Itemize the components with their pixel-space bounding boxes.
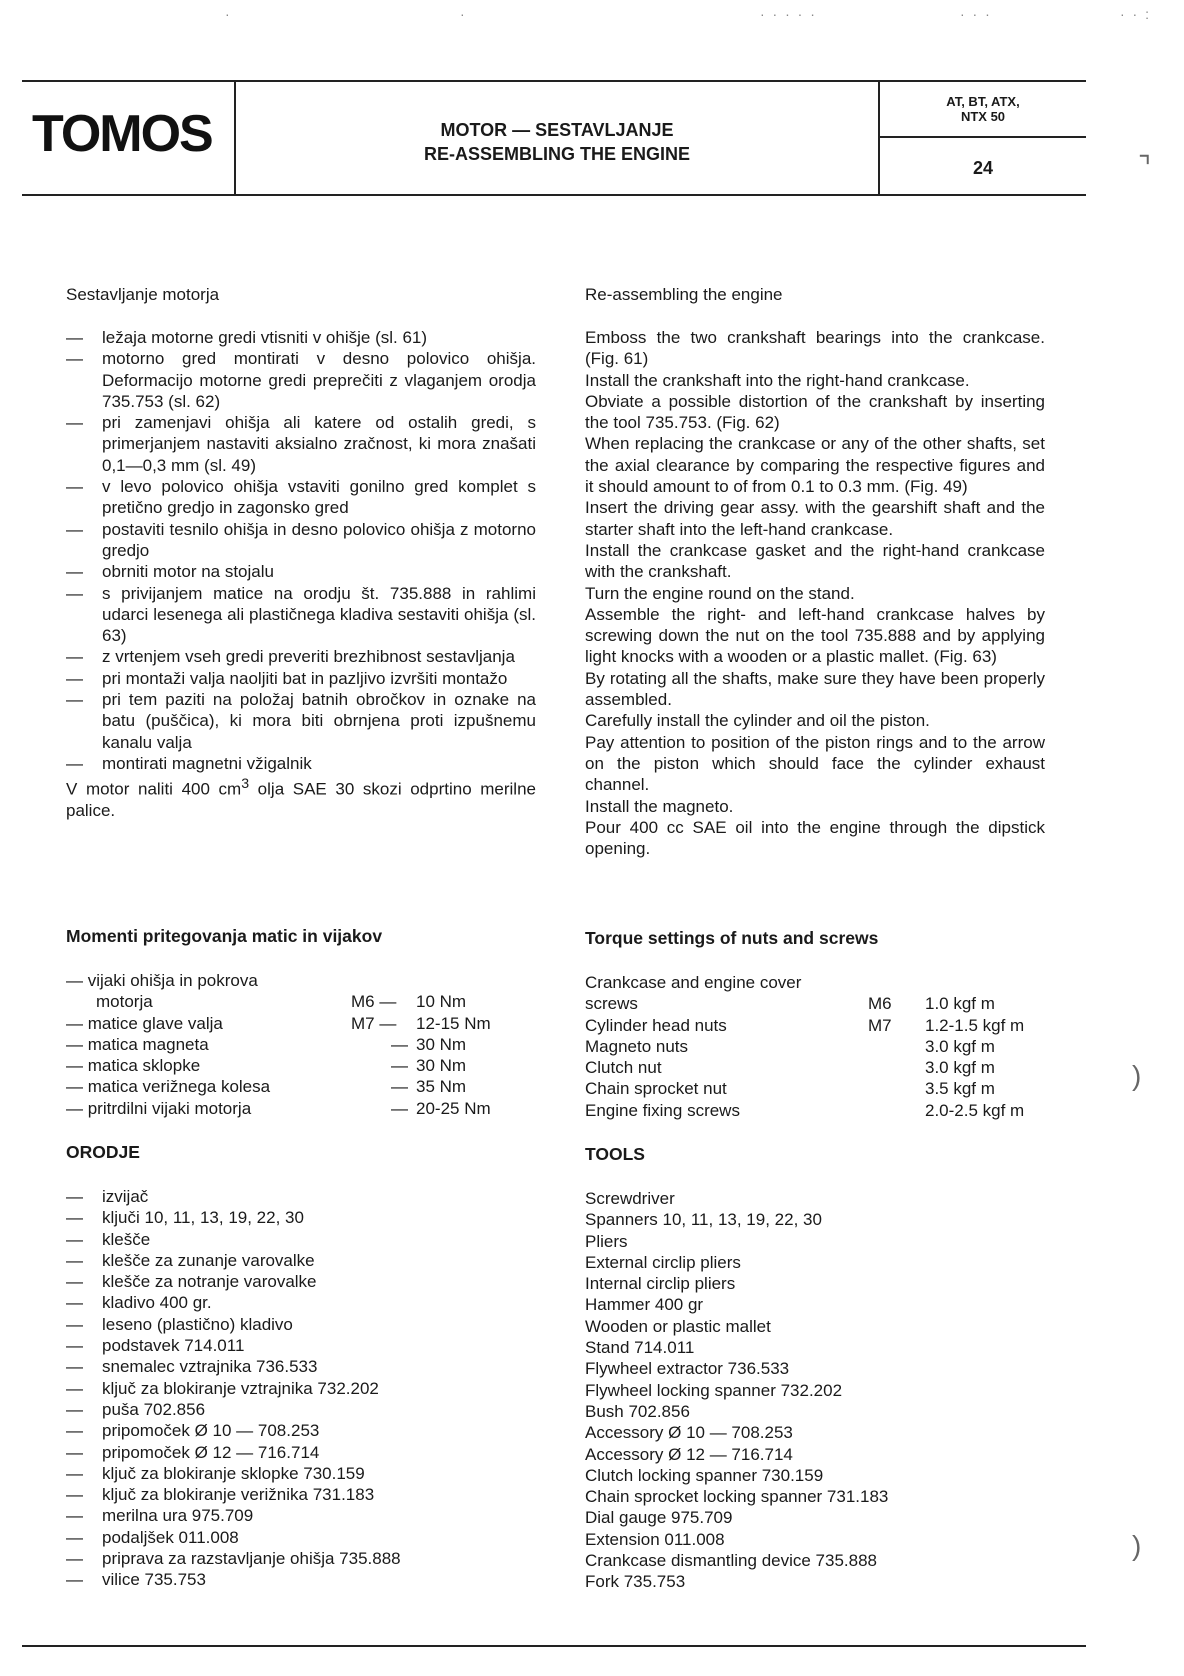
list-item: — podstavek 714.011 [66,1336,245,1356]
paragraph: Assemble the right- and left-hand crankcase halves by screwing down the nut on the tool 735.888 and by applying light knocks with a wooden or a plastic mallet. (Fig. 63) [585,604,1045,667]
list-item: Dial gauge 975.709 [585,1508,733,1528]
table-row: Magneto nuts 3.0 kgf m [585,1036,995,1056]
assembly-steps-sl [66,327,536,821]
page-number: 24 [972,158,994,178]
list-item: — pri montaži valja naoljiti bat in pazljivo izvršiti montažo [66,668,508,688]
paragraph: Carefully install the cylinder and oil the piston. [585,711,930,731]
header-divider [880,136,1086,138]
list-item: — podaljšek 011.008 [66,1527,239,1547]
list-item: — obrniti motor na stojalu [66,562,274,582]
table-row: — matica magneta — 30 Nm [66,1034,467,1054]
paragraph: Emboss the two crankshaft bearings into the crankcase. (Fig. 61) [585,328,1045,369]
table-row: — matice glave valja M7 — 12-15 Nm [66,1013,491,1033]
paragraph: When replacing the crankcase or any of the other shafts, set the axial clearance by comparing the respective figures and it should amount to of from 0.1 to 0.3 mm. (Fig. 49) [585,434,1045,497]
table-row: Cylinder head nuts M7 1.2-1.5 kgf m [585,1015,1025,1035]
list-item: Extension 011.008 [585,1529,725,1549]
list-item: External circlip pliers [585,1252,741,1272]
list-item: — puša 702.856 [66,1399,206,1419]
list-item: — montirati magnetni vžigalnik [66,753,312,773]
paragraph: Turn the engine round on the stand. [585,583,855,603]
model-list [880,94,1086,124]
list-item: — ležaja motorne gredi vtisniti v ohišje (sl. 61) [66,328,428,347]
list-item: — ključ za blokiranje verižnika 731.183 [66,1485,375,1505]
list-item: — s privijanjem matice na orodju št. 735.888 in rahlimi udarci lesenega ali plastičnega kladiva sestaviti ohišja (sl. 63) [66,583,536,646]
list-item: — pripomoček Ø 10 — 708.253 [66,1421,320,1441]
list-item: — priprava za razstavljanje ohišja 735.888 [66,1549,401,1569]
section-heading: Re-assembling the engine [585,285,783,304]
tools-list-sl [66,1186,536,1591]
torque-heading: Momenti pritegovanja matic in vijakov [66,926,383,946]
scan-speck: · [225,6,232,22]
tools-list-en [585,1188,1045,1593]
list-item: — ključ za blokiranje vztrajnika 732.202 [66,1378,379,1398]
list-item: Screwdriver [585,1189,675,1208]
list-item: — snemalec vztrajnika 736.533 [66,1357,318,1377]
list-item: — klešče [66,1229,151,1249]
list-item: Stand 714.011 [585,1338,695,1358]
list-item: Hammer 400 gr [585,1295,704,1315]
tools-heading: TOOLS [585,1144,645,1164]
list-item: Flywheel locking spanner 732.202 [585,1380,843,1400]
list-item: — vilice 735.753 [66,1570,206,1590]
paragraph: Install the crankshaft into the right-hand crankcase. [585,370,970,390]
list-item: Spanners 10, 11, 13, 19, 22, 30 [585,1210,822,1230]
list-item: Internal circlip pliers [585,1274,736,1294]
slovene-column [66,284,536,305]
list-item: Pliers [585,1231,628,1251]
table-row: motorja M6 — 10 Nm [96,992,467,1012]
oil-note: V motor naliti 400 $cm^3$ olja SAE 30 skozi odprtino merilne palice. [66,776,536,821]
list-item: — izvijač [66,1187,149,1206]
list-item: Accessory Ø 12 — 716.714 [585,1444,793,1464]
model-line: AT, BT, ATX, [946,94,1020,109]
paragraph: Install the crankcase gasket and the right-hand crankcase with the crankshaft. [585,540,1045,582]
list-item: — postaviti tesnilo ohišja in desno polovico ohišja z motorno gredjo [66,519,536,560]
table-row: Chain sprocket nut 3.5 kgf m [585,1079,995,1099]
paragraph: Obviate a possible distortion of the crankshaft by inserting the tool 735.753. (Fig. 62) [585,391,1045,433]
list-item: Clutch locking spanner 730.159 [585,1465,824,1485]
list-item: — kladivo 400 gr. [66,1293,212,1313]
paragraph: Pour 400 cc SAE oil into the engine through the dipstick opening. [585,817,1045,859]
title-english: RE-ASSEMBLING THE ENGINE [423,144,691,164]
scan-speck: · · · [960,6,992,22]
section-heading: Sestavljanje motorja [66,285,220,304]
english-column [585,284,1045,305]
list-item: Accessory Ø 10 — 708.253 [585,1423,793,1443]
tools-section-en [585,1144,1045,1165]
torque-heading: Torque settings of nuts and screws [585,928,879,948]
table-row: Engine fixing screws 2.0-2.5 kgf m [585,1100,1025,1120]
paragraph: Pay attention to position of the piston rings and to the arrow on the piston which should face the cylinder exhaust channel. [585,732,1045,795]
model-line: NTX 50 [960,109,1006,124]
table-row: Clutch nut 3.0 kgf m [585,1058,995,1078]
tools-heading: ORODJE [66,1142,140,1162]
torque-table-en [585,972,1045,1121]
table-row: — pritrdilni vijaki motorja — 20-25 Nm [66,1098,491,1118]
torque-section-sl [66,926,536,947]
page-header [22,80,1086,196]
list-item: — pri zamenjavi ohišja ali katere od ostalih gredi, s primerjanjem nastaviti aksialno zračnost, ki mora znašati 0,1—0,3 mm (sl. 49) [66,413,536,475]
list-item: Chain sprocket locking spanner 731.183 [585,1487,889,1507]
torque-section-en [585,928,1045,949]
table-row: Crankcase and engine cover [585,973,802,992]
list-item: Wooden or plastic mallet [585,1316,771,1336]
list-item: — klešče za zunanje varovalke [66,1250,315,1270]
list-item: — leseno (plastično) kladivo [66,1314,293,1334]
list-item: — klešče za notranje varovalke [66,1272,317,1292]
paragraph: Insert the driving gear assy. with the gearshift shaft and the starter shaft into the left-hand crankcase. [585,498,1045,539]
list-item: — merilna ura 975.709 [66,1506,254,1526]
binding-hole-mark: ) [1132,1060,1142,1091]
table-row: — matica verižnega kolesa — 35 Nm [66,1077,467,1097]
scan-speck: · · : [1120,6,1151,22]
table-row: screws M6 1.0 kgf m [585,994,995,1014]
list-item: — z vrtenjem vseh gredi preveriti brezhibnost sestavljanja [66,647,515,667]
list-item: Bush 702.856 [585,1401,690,1421]
list-item: — motorno gred montirati v desno polovico ohišja. Deformacijo motorne gredi preprečiti z vlaganjem orodja 735.753 (sl. 62) [66,349,536,411]
binding-hole-mark: ) [1132,1530,1142,1561]
list-item: — pripomoček Ø 12 — 716.714 [66,1442,320,1462]
list-item: Crankcase dismantling device 735.888 [585,1551,878,1571]
list-item: Fork 735.753 [585,1572,686,1592]
scan-speck: · · · · · [760,6,817,22]
scan-speck: · [460,6,467,22]
table-row: — matica sklopke — 30 Nm [66,1056,467,1076]
list-item: — ključi 10, 11, 13, 19, 22, 30 [66,1208,304,1228]
list-item: — v levo polovico ohišja vstaviti gonilno gred komplet s pretično gredjo in zagonsko gred [66,477,536,518]
list-item: — ključ za blokiranje sklopke 730.159 [66,1463,365,1483]
binding-hole-mark: ⌝ [1138,151,1152,182]
table-row: — vijaki ohišja in pokrova [66,971,258,990]
paragraph: Install the magneto. [585,796,734,816]
title-slovene: MOTOR — SESTAVLJANJE [440,120,674,140]
assembly-steps-en [585,327,1045,859]
torque-table-sl [66,970,536,1119]
tools-section-sl [66,1142,536,1163]
footer-rule [22,1645,1086,1647]
paragraph: By rotating all the shafts, make sure they have been properly assembled. [585,668,1045,710]
list-item: Flywheel extractor 736.533 [585,1359,790,1379]
brand-logo: TOMOS [32,105,212,163]
list-item: — pri tem paziti na položaj batnih obročkov in oznake na batu (puščica), ki mora biti obrnjena proti izpušnemu kanalu valja [66,690,536,752]
